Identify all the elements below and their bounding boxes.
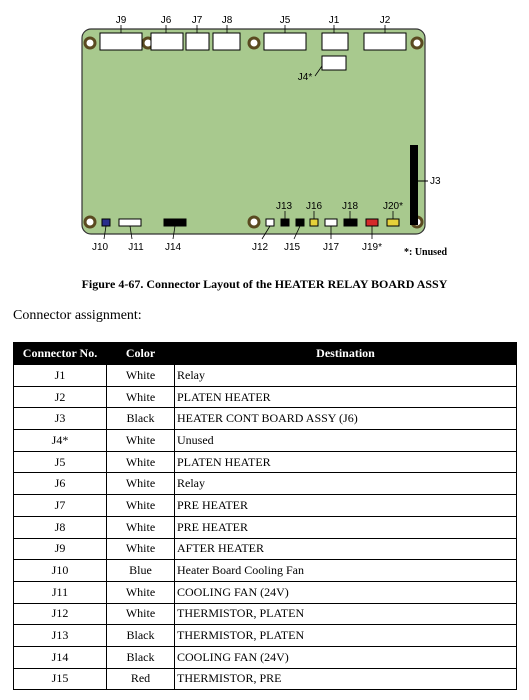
connector-j12 [266, 219, 274, 226]
label-j3: J3 [430, 176, 441, 187]
table-body [14, 365, 517, 690]
cell-color: Blue [107, 560, 175, 582]
cell-color: White [107, 581, 175, 603]
label-j19: J19* [361, 242, 383, 253]
table-row [14, 581, 517, 603]
table-row [14, 408, 517, 430]
connector-assignment-table [13, 342, 517, 690]
cell-color: Black [107, 408, 175, 430]
connector-j9 [100, 33, 142, 50]
connector-j6 [151, 33, 183, 50]
connector-j19 [366, 219, 378, 226]
table-row [14, 603, 517, 625]
cell-color: White [107, 430, 175, 452]
connector-j11 [119, 219, 141, 226]
cell-connector-no: J13 [14, 625, 107, 647]
connector-j10 [102, 219, 110, 226]
cell-connector-no: J2 [14, 386, 107, 408]
cell-destination: Relay [175, 365, 517, 387]
label-j13: J13 [275, 201, 293, 212]
cell-connector-no: J3 [14, 408, 107, 430]
connector-j4 [322, 56, 346, 70]
cell-destination: THERMISTOR, PLATEN [175, 625, 517, 647]
cell-connector-no: J8 [14, 516, 107, 538]
header-color: Color [107, 343, 175, 365]
label-j12: J12 [251, 242, 269, 253]
cell-connector-no: J1 [14, 365, 107, 387]
label-j20: J20* [382, 201, 404, 212]
cell-destination: THERMISTOR, PRE [175, 668, 517, 690]
cell-destination: PLATEN HEATER [175, 386, 517, 408]
cell-destination: AFTER HEATER [175, 538, 517, 560]
header-connector-no: Connector No. [14, 343, 107, 365]
label-j9: J9 [115, 15, 127, 26]
connector-j7 [186, 33, 209, 50]
cell-color: White [107, 603, 175, 625]
cell-destination: PRE HEATER [175, 495, 517, 517]
header-destination: Destination [175, 343, 517, 365]
connector-j16 [310, 219, 318, 226]
mounting-hole [85, 38, 95, 48]
table-row [14, 646, 517, 668]
cell-color: White [107, 386, 175, 408]
cell-connector-no: J4* [14, 430, 107, 452]
cell-connector-no: J12 [14, 603, 107, 625]
cell-connector-no: J14 [14, 646, 107, 668]
label-j17: J17 [322, 242, 340, 253]
table-header-row [14, 343, 517, 365]
label-j18: J18 [341, 201, 359, 212]
connector-j1 [322, 33, 348, 50]
cell-destination: Unused [175, 430, 517, 452]
table-row [14, 451, 517, 473]
cell-connector-no: J10 [14, 560, 107, 582]
connector-j20 [387, 219, 399, 226]
cell-destination: HEATER CONT BOARD ASSY (J6) [175, 408, 517, 430]
cell-destination: COOLING FAN (24V) [175, 581, 517, 603]
label-j10: J10 [91, 242, 109, 253]
connector-j14 [164, 219, 186, 226]
section-label: Connector assignment: [13, 308, 142, 323]
cell-connector-no: J9 [14, 538, 107, 560]
connector-j8 [213, 33, 240, 50]
label-j6: J6 [160, 15, 172, 26]
cell-connector-no: J6 [14, 473, 107, 495]
label-j16: J16 [305, 201, 323, 212]
cell-destination: COOLING FAN (24V) [175, 646, 517, 668]
table-row [14, 538, 517, 560]
mounting-hole [412, 38, 422, 48]
table-row [14, 473, 517, 495]
cell-destination: Relay [175, 473, 517, 495]
mounting-hole [249, 217, 259, 227]
connector-j3 [410, 145, 418, 225]
cell-destination: THERMISTOR, PLATEN [175, 603, 517, 625]
label-j11: J11 [128, 242, 144, 253]
table-row [14, 430, 517, 452]
label-j1: J1 [328, 15, 340, 26]
cell-connector-no: J11 [14, 581, 107, 603]
cell-connector-no: J7 [14, 495, 107, 517]
mounting-hole [85, 217, 95, 227]
label-j5: J5 [279, 15, 291, 26]
label-j15: J15 [283, 242, 301, 253]
unused-note: *: Unused [404, 247, 448, 258]
label-j4: J4* [297, 72, 313, 83]
label-j14: J14 [164, 242, 182, 253]
connector-j5 [264, 33, 306, 50]
table-row [14, 668, 517, 690]
table-row [14, 365, 517, 387]
cell-color: White [107, 495, 175, 517]
table-row [14, 495, 517, 517]
mounting-hole [249, 38, 259, 48]
cell-color: White [107, 473, 175, 495]
figure-caption: Figure 4-67. Connector Layout of the HEATER RELAY BOARD ASSY [81, 277, 448, 291]
table-row [14, 386, 517, 408]
connector-j2 [364, 33, 406, 50]
cell-color: White [107, 516, 175, 538]
connector-j15 [296, 219, 304, 226]
cell-color: Red [107, 668, 175, 690]
cell-destination: PRE HEATER [175, 516, 517, 538]
cell-color: Black [107, 625, 175, 647]
cell-destination: Heater Board Cooling Fan [175, 560, 517, 582]
cell-destination: PLATEN HEATER [175, 451, 517, 473]
board-figure [0, 0, 529, 262]
label-j7: J7 [191, 15, 203, 26]
connector-j13 [281, 219, 289, 226]
cell-connector-no: J5 [14, 451, 107, 473]
label-j2: J2 [379, 15, 391, 26]
label-j8: J8 [221, 15, 233, 26]
table-row [14, 560, 517, 582]
cell-connector-no: J15 [14, 668, 107, 690]
circuit-board [82, 29, 425, 234]
cell-color: White [107, 365, 175, 387]
cell-color: Black [107, 646, 175, 668]
connector-j18 [344, 219, 357, 226]
connector-j17 [325, 219, 337, 226]
table-row [14, 625, 517, 647]
table-row [14, 516, 517, 538]
cell-color: White [107, 451, 175, 473]
cell-color: White [107, 538, 175, 560]
